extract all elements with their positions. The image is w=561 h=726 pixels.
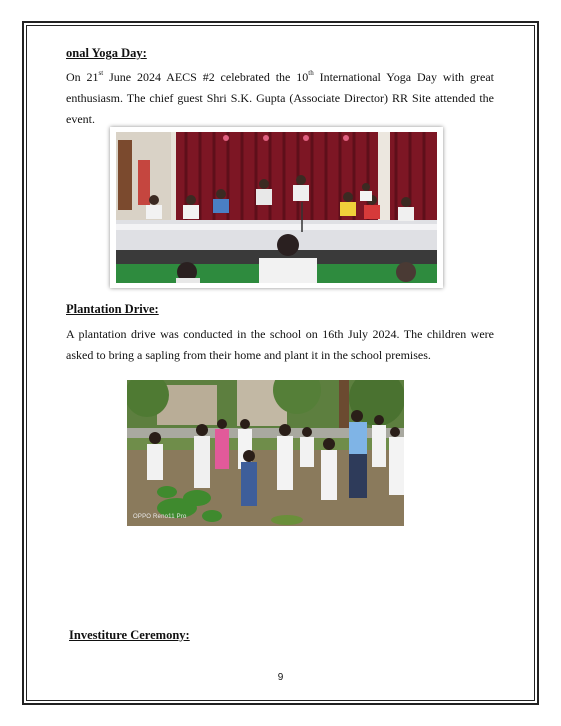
- photo-watermark: OPPO Reno11 Pro: [133, 514, 187, 520]
- plantation-drive-paragraph: A plantation drive was conducted in the school on 16th July 2024. The children were asked to bring a sapling from their home and plant it in the school premises.: [66, 327, 494, 362]
- plantation-drive-photo: [127, 380, 404, 526]
- page-number: 9: [277, 672, 284, 683]
- yoga-day-photo: [116, 132, 437, 283]
- investiture-ceremony-heading: Investiture Ceremony:: [69, 628, 190, 642]
- plantation-drive-heading: Plantation Drive:: [66, 302, 159, 316]
- yoga-day-paragraph: On 21st June 2024 AECS #2 celebrated the 10th International Yoga Day with great enthusiasm. The chief guest Shri S.K. Gupta (Associate Director) RR Site attended the event.: [66, 69, 494, 126]
- yoga-day-heading: onal Yoga Day:: [66, 46, 147, 60]
